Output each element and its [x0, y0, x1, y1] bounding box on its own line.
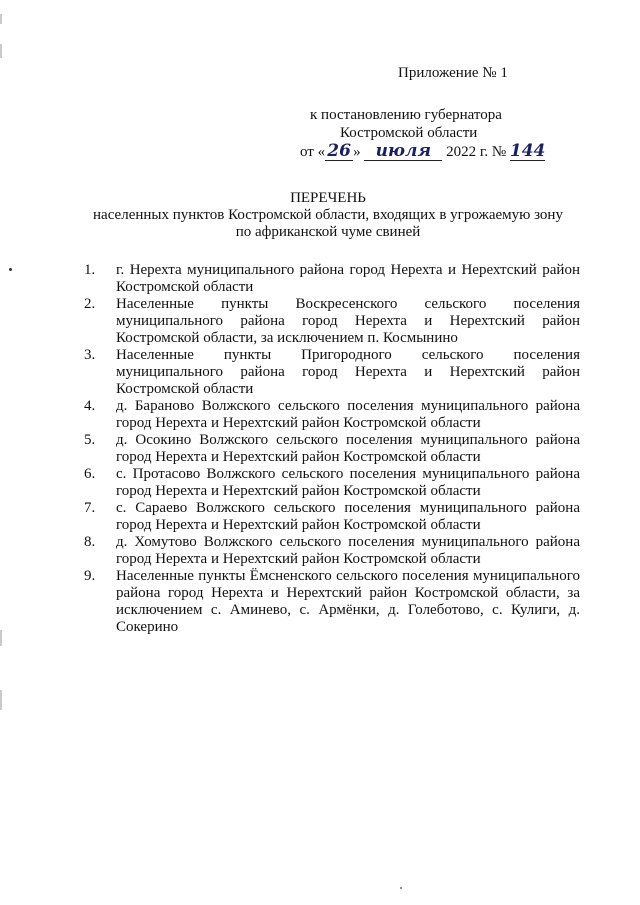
list-item — [84, 432, 580, 466]
item-text: д. Хомутово Волжского сельского поселения муниципального района город Нерехта и Нерехтский район Костромской области — [116, 534, 580, 567]
approval-block — [300, 106, 580, 161]
item-number: 9. — [84, 568, 96, 584]
item-number: 7. — [84, 500, 96, 516]
date-year: 2022 г. № — [442, 144, 510, 160]
item-number: 1. — [84, 262, 96, 278]
item-text: Населенные пункты Воскресенского сельского поселения муниципального района город Нерехта и Нерехтский район Костромской области, за исключением п. Космынино — [116, 296, 580, 346]
scan-edge-mark — [0, 44, 2, 58]
handwritten-month: июля — [364, 142, 442, 161]
scan-edge-mark — [0, 630, 2, 646]
list-item — [84, 534, 580, 568]
list-item — [84, 347, 580, 398]
list-item — [84, 296, 580, 347]
heading-subtitle-line-2: по африканской чуме свиней — [235, 224, 421, 240]
list-item — [84, 398, 580, 432]
scan-speck — [400, 887, 402, 889]
appendix-title: Приложение № 1 — [398, 65, 508, 81]
list-item — [84, 568, 580, 636]
item-number: 5. — [84, 432, 96, 448]
approval-line-1: к постановлению губернатора — [310, 107, 502, 123]
date-prefix: от « — [300, 144, 326, 160]
item-text: с. Протасово Волжского сельского поселения муниципального района город Нерехта и Нерехтский район Костромской области — [116, 466, 580, 499]
item-number: 3. — [84, 347, 96, 363]
item-text: с. Сараево Волжского сельского поселения муниципального района город Нерехта и Нерехтский район Костромской области — [116, 500, 580, 533]
scan-edge-mark — [0, 690, 2, 710]
heading-title: ПЕРЕЧЕНЬ — [290, 190, 366, 206]
item-number: 8. — [84, 534, 96, 550]
heading-subtitle-line-1: населенных пунктов Костромской области, входящих в угрожаемую зону — [93, 207, 563, 223]
list-item — [84, 500, 580, 534]
item-number: 4. — [84, 398, 96, 414]
list-heading — [60, 190, 596, 241]
date-mid: » — [353, 144, 365, 160]
item-number: 2. — [84, 296, 96, 312]
item-text: д. Бараново Волжского сельского поселения муниципального района город Нерехта и Нерехтский район Костромской области — [116, 398, 580, 431]
approval-line-2: Костромской области — [340, 125, 478, 141]
item-number: 6. — [84, 466, 96, 482]
handwritten-doc-number: 144 — [509, 141, 546, 161]
margin-dot — [9, 268, 12, 271]
list-item — [84, 262, 580, 296]
item-text: Населенные пункты Ёмсненского сельского поселения муниципального района город Нерехта и Нерехтский район Костромской области, за исключением с. Аминево, с. Армёнки, д. Голеботово, с. Кулиги, д. Сокерино — [116, 568, 580, 635]
list-item — [84, 466, 580, 500]
handwritten-day: 26 — [325, 142, 353, 161]
item-text: д. Осокино Волжского сельского поселения муниципального района город Нерехта и Нерехтский район Костромской области — [116, 432, 580, 465]
scan-edge-mark — [0, 14, 2, 24]
settlement-list — [84, 262, 580, 636]
item-text: г. Нерехта муниципального района город Нерехта и Нерехтский район Костромской области — [116, 262, 580, 295]
item-text: Населенные пункты Пригородного сельского поселения муниципального района город Нерехта и Нерехтский район Костромской области — [116, 347, 580, 397]
approval-date-line — [300, 142, 580, 161]
